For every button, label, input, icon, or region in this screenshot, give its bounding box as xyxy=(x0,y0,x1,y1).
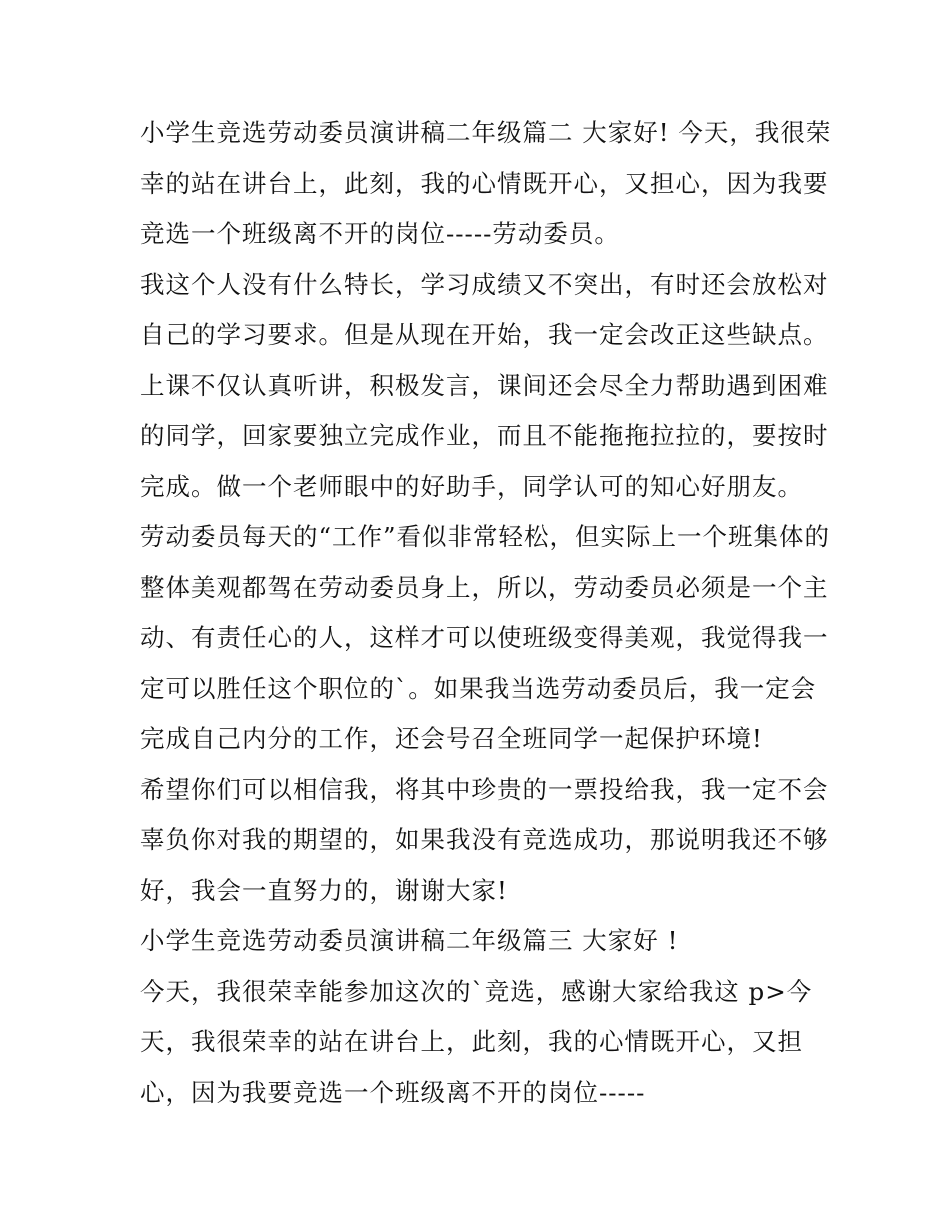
text-line: 心，因为我要竞选一个班级离不开的岗位----- xyxy=(140,1077,646,1107)
text-line: 上课不仅认真听讲，积极发言，课间还会尽全力帮助遇到困难 xyxy=(140,370,829,400)
text-line: 整体美观都驾在劳动委员身上，所以，劳动委员必须是一个主 xyxy=(140,572,829,602)
text-line: 好，我会一直努力的，谢谢大家! xyxy=(140,875,508,905)
text-line: 完成。做一个老师眼中的好助手，同学认可的知心好朋友。 xyxy=(140,471,803,501)
text-line: 小学生竞选劳动委员演讲稿二年级篇二 大家好! 今天，我很荣 xyxy=(140,118,832,147)
text-line: 希望你们可以相信我，将其中珍贵的一票投给我，我一定不会 xyxy=(140,774,829,804)
text-line: 完成自己内分的工作，还会号召全班同学一起保护环境! xyxy=(140,724,763,753)
text-line: 定可以胜任这个职位的`。如果我当选劳动委员后，我一定会 xyxy=(140,673,817,703)
text-line: 动、有责任心的人，这样才可以使班级变得美观，我觉得我一 xyxy=(140,623,829,652)
text-line: 的同学，回家要独立完成作业，而且不能拖拖拉拉的，要按时 xyxy=(140,421,829,450)
text-line: 劳动委员每天的“工作”看似非常轻松，但实际上一个班集体的 xyxy=(140,522,831,551)
text-line: 竞选一个班级离不开的岗位-----劳动委员。 xyxy=(140,219,620,248)
text-line: 天，我很荣幸的站在讲台上，此刻，我的心情既开心，又担 xyxy=(140,1027,803,1056)
text-line: 我这个人没有什么特长，学习成绩又不突出，有时还会放松对 xyxy=(140,269,829,299)
text-line: 小学生竞选劳动委员演讲稿二年级篇三 大家好 ! xyxy=(140,926,679,955)
text-line: 自己的学习要求。但是从现在开始，我一定会改正这些缺点。 xyxy=(140,320,829,349)
text-line: 辜负你对我的期望的，如果我没有竞选成功，那说明我还不够 xyxy=(140,825,829,854)
text-line: 幸的站在讲台上，此刻，我的心情既开心，又担心，因为我要 xyxy=(140,168,829,198)
text-line: 今天，我很荣幸能参加这次的`竞选，感谢大家给我这 p>今 xyxy=(140,976,813,1006)
speech-text xyxy=(140,108,832,1118)
